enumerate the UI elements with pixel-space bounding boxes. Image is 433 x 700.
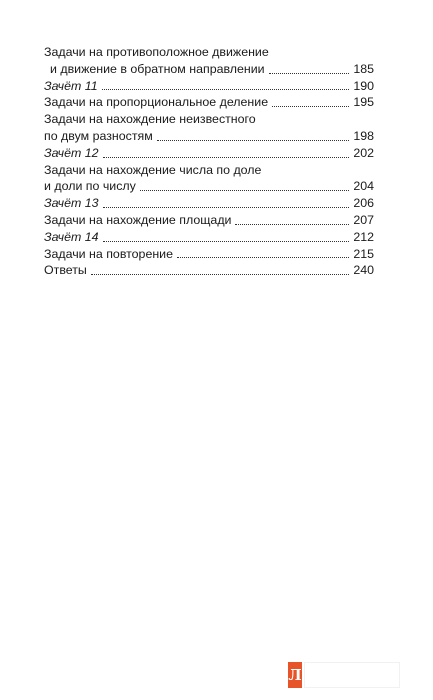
toc-page-number: 212 bbox=[353, 229, 374, 244]
toc-page-number: 198 bbox=[353, 128, 374, 143]
toc-page-number: 240 bbox=[353, 263, 374, 278]
toc-entry-title-line2: по двум разностям bbox=[44, 128, 153, 143]
toc-page-number: 202 bbox=[353, 145, 374, 160]
dot-leader bbox=[177, 256, 349, 258]
toc-entry-title: Зачёт 14 bbox=[44, 229, 99, 244]
publisher-logo-icon: Л bbox=[288, 662, 302, 688]
dot-leader bbox=[102, 88, 350, 90]
toc-entry-test-12 bbox=[44, 145, 374, 162]
dot-leader bbox=[103, 240, 350, 242]
dot-leader bbox=[140, 189, 349, 191]
dot-leader bbox=[235, 223, 349, 225]
dot-leader bbox=[157, 139, 350, 141]
toc-entry-title: Зачёт 11 bbox=[44, 78, 98, 93]
dot-leader bbox=[103, 156, 350, 158]
toc-page-number: 207 bbox=[353, 212, 374, 227]
toc-entry-title-line1: Задачи на нахождение числа по доле bbox=[44, 162, 262, 177]
toc-entry-opposite-motion bbox=[44, 44, 374, 78]
toc-entry-title-line1: Задачи на противоположное движение bbox=[44, 45, 269, 59]
toc-entry-proportional-division bbox=[44, 94, 374, 111]
toc-entry-title: Задачи на пропорциональное деление bbox=[44, 95, 269, 110]
toc-entry-row bbox=[44, 178, 374, 195]
toc-entry-title-line2: и движение в обратном направлении bbox=[50, 61, 265, 76]
toc-entry-title: Зачёт 13 bbox=[44, 196, 99, 211]
toc-page-number: 215 bbox=[353, 246, 374, 261]
toc-entry-title: Ответы bbox=[44, 263, 87, 278]
toc-entry-number-by-fraction bbox=[44, 162, 374, 196]
toc-entry-answers bbox=[44, 262, 374, 279]
dot-leader bbox=[272, 105, 349, 107]
toc-entry-title: Задачи на повторение bbox=[44, 246, 173, 261]
toc-entry-area bbox=[44, 212, 374, 229]
dot-leader bbox=[269, 72, 350, 74]
toc-entry-title: Задачи на нахождение площади bbox=[44, 212, 232, 227]
toc-entry-row bbox=[44, 61, 374, 78]
toc-entry-test-14 bbox=[44, 229, 374, 246]
toc-entry-title-line1: Задачи на нахождение неизвестного bbox=[44, 112, 256, 127]
toc-entry-test-13 bbox=[44, 195, 374, 212]
toc-page-number: 195 bbox=[353, 95, 374, 110]
toc-entry-two-differences bbox=[44, 111, 374, 145]
toc-page-number: 206 bbox=[353, 196, 374, 211]
table-of-contents bbox=[44, 44, 374, 279]
publisher-watermark bbox=[304, 662, 400, 688]
toc-page-number: 204 bbox=[353, 179, 374, 194]
toc-entry-title: Зачёт 12 bbox=[44, 145, 99, 160]
toc-page-number: 190 bbox=[353, 78, 374, 93]
dot-leader bbox=[103, 206, 350, 208]
toc-page-number: 185 bbox=[353, 61, 374, 76]
toc-entry-row bbox=[44, 128, 374, 145]
toc-entry-title-line2: и доли по числу bbox=[44, 179, 136, 194]
toc-entry-test-11 bbox=[44, 78, 374, 95]
toc-entry-review bbox=[44, 246, 374, 263]
dot-leader bbox=[91, 273, 349, 275]
